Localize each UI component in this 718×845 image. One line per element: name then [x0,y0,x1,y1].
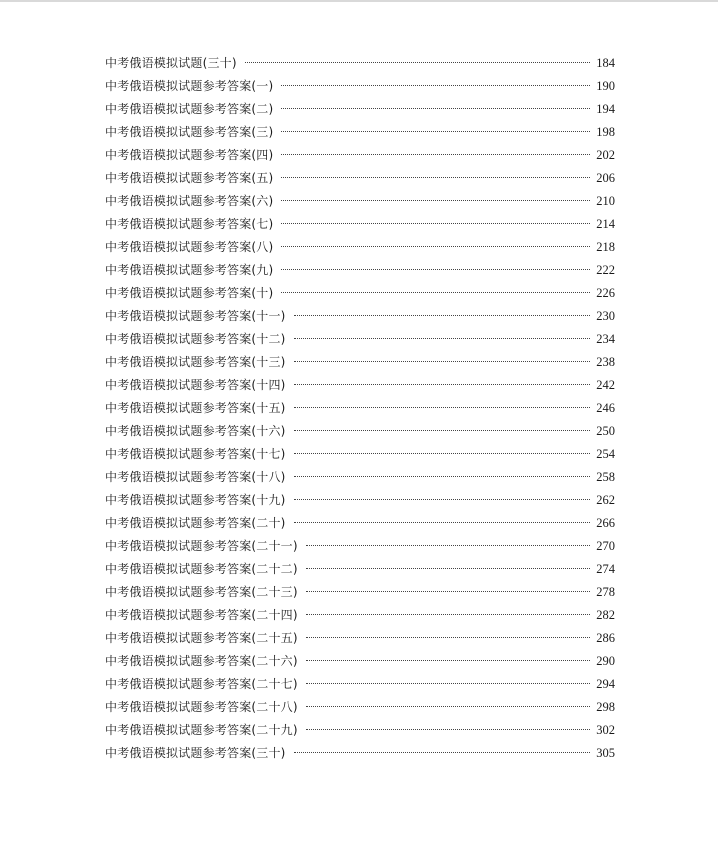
dot-leader [306,660,590,661]
toc-entry-page: 234 [596,332,615,346]
dot-leader [306,706,590,707]
dot-leader [281,223,590,224]
toc-entry-page: 218 [596,240,615,254]
toc-entry[interactable] [105,443,615,466]
toc-entry[interactable] [105,742,615,765]
toc-entry-page: 270 [596,539,615,553]
toc-entry-title: 中考俄语模拟试题参考答案(二十三) [105,585,298,599]
toc-entry-title: 中考俄语模拟试题参考答案(二十六) [105,654,298,668]
toc-entry[interactable] [105,75,615,98]
dot-leader [294,752,591,753]
toc-entry-title: 中考俄语模拟试题参考答案(十三) [105,355,286,369]
toc-entry-title: 中考俄语模拟试题参考答案(十四) [105,378,286,392]
toc-entry[interactable] [105,489,615,512]
toc-entry-page: 222 [596,263,615,277]
toc-entry-page: 210 [596,194,615,208]
toc-entry-page: 286 [596,631,615,645]
toc-entry[interactable] [105,328,615,351]
toc-entry-title: 中考俄语模拟试题参考答案(二十五) [105,631,298,645]
toc-entry-title: 中考俄语模拟试题参考答案(四) [105,148,274,162]
toc-entry-title: 中考俄语模拟试题参考答案(二十四) [105,608,298,622]
toc-entry[interactable] [105,121,615,144]
toc-entry[interactable] [105,627,615,650]
toc-entry[interactable] [105,558,615,581]
toc-entry[interactable] [105,305,615,328]
toc-entry[interactable] [105,282,615,305]
toc-entry-title: 中考俄语模拟试题参考答案(八) [105,240,274,254]
toc-entry-title: 中考俄语模拟试题参考答案(十七) [105,447,286,461]
toc-entry[interactable] [105,512,615,535]
toc-entry-title: 中考俄语模拟试题参考答案(二十八) [105,700,298,714]
toc-entry[interactable] [105,52,615,75]
dot-leader [294,384,591,385]
toc-entry-page: 184 [596,56,615,70]
dot-leader [294,430,591,431]
toc-entry-page: 238 [596,355,615,369]
toc-entry-page: 302 [596,723,615,737]
dot-leader [294,315,591,316]
toc-entry-page: 226 [596,286,615,300]
toc-entry-page: 250 [596,424,615,438]
toc-entry-page: 266 [596,516,615,530]
toc-entry-page: 262 [596,493,615,507]
toc-entry[interactable] [105,98,615,121]
dot-leader [294,361,591,362]
toc-entry-page: 190 [596,79,615,93]
toc-entry[interactable] [105,397,615,420]
toc-entry-title: 中考俄语模拟试题参考答案(三十) [105,746,286,760]
toc-entry[interactable] [105,420,615,443]
dot-leader [294,453,591,454]
dot-leader [281,292,590,293]
toc-entry[interactable] [105,190,615,213]
toc-entry-title: 中考俄语模拟试题参考答案(二十九) [105,723,298,737]
toc-entry-page: 206 [596,171,615,185]
toc-entry-page: 294 [596,677,615,691]
toc-entry[interactable] [105,236,615,259]
toc-entry-page: 274 [596,562,615,576]
toc-entry-title: 中考俄语模拟试题参考答案(一) [105,79,274,93]
toc-entry-page: 246 [596,401,615,415]
toc-entry-page: 278 [596,585,615,599]
dot-leader [281,154,590,155]
dot-leader [281,131,590,132]
toc-entry[interactable] [105,535,615,558]
toc-entry[interactable] [105,581,615,604]
dot-leader [294,522,591,523]
toc-entry-title: 中考俄语模拟试题参考答案(九) [105,263,274,277]
dot-leader [306,683,590,684]
toc-entry-title: 中考俄语模拟试题参考答案(十八) [105,470,286,484]
dot-leader [294,338,591,339]
toc-entry[interactable] [105,374,615,397]
toc-entry[interactable] [105,673,615,696]
toc-entry-title: 中考俄语模拟试题参考答案(二) [105,102,274,116]
dot-leader [294,499,591,500]
dot-leader [245,62,590,63]
toc-entry-title: 中考俄语模拟试题参考答案(二十一) [105,539,298,553]
dot-leader [306,637,590,638]
toc-entry-title: 中考俄语模拟试题参考答案(十二) [105,332,286,346]
toc-entry-page: 305 [596,746,615,760]
toc-entry[interactable] [105,167,615,190]
toc-entry[interactable] [105,144,615,167]
toc-entry-title: 中考俄语模拟试题参考答案(五) [105,171,274,185]
dot-leader [306,729,590,730]
toc-entry-title: 中考俄语模拟试题参考答案(二十七) [105,677,298,691]
toc-entry-title: 中考俄语模拟试题参考答案(十) [105,286,274,300]
toc-entry-title: 中考俄语模拟试题参考答案(十五) [105,401,286,415]
toc-entry-title: 中考俄语模拟试题参考答案(六) [105,194,274,208]
dot-leader [281,246,590,247]
toc-entry-page: 290 [596,654,615,668]
toc-entry[interactable] [105,213,615,236]
toc-entry-title: 中考俄语模拟试题参考答案(二十) [105,516,286,530]
dot-leader [306,545,590,546]
toc-entry[interactable] [105,466,615,489]
toc-entry[interactable] [105,650,615,673]
toc-entry-page: 254 [596,447,615,461]
toc-entry-page: 230 [596,309,615,323]
toc-entry-title: 中考俄语模拟试题(三十) [105,56,237,70]
toc-entry-page: 298 [596,700,615,714]
dot-leader [306,591,590,592]
toc-entry-title: 中考俄语模拟试题参考答案(十九) [105,493,286,507]
dot-leader [306,568,590,569]
toc-entry-page: 194 [596,102,615,116]
dot-leader [294,407,591,408]
toc-entry[interactable] [105,351,615,374]
toc-entry-page: 198 [596,125,615,139]
dot-leader [281,85,590,86]
toc-entry-title: 中考俄语模拟试题参考答案(二十二) [105,562,298,576]
toc-entry-title: 中考俄语模拟试题参考答案(三) [105,125,274,139]
dot-leader [306,614,590,615]
dot-leader [281,269,590,270]
toc-entry-page: 242 [596,378,615,392]
toc-entry-page: 214 [596,217,615,231]
toc-entry[interactable] [105,259,615,282]
top-rule [0,0,718,2]
dot-leader [281,177,590,178]
toc-entry-title: 中考俄语模拟试题参考答案(七) [105,217,274,231]
toc-entry-page: 202 [596,148,615,162]
toc-entry-title: 中考俄语模拟试题参考答案(十六) [105,424,286,438]
table-of-contents [105,52,615,765]
dot-leader [281,200,590,201]
toc-entry-page: 258 [596,470,615,484]
dot-leader [281,108,590,109]
toc-entry[interactable] [105,696,615,719]
toc-entry-page: 282 [596,608,615,622]
toc-entry[interactable] [105,604,615,627]
toc-entry[interactable] [105,719,615,742]
toc-entry-title: 中考俄语模拟试题参考答案(十一) [105,309,286,323]
dot-leader [294,476,591,477]
